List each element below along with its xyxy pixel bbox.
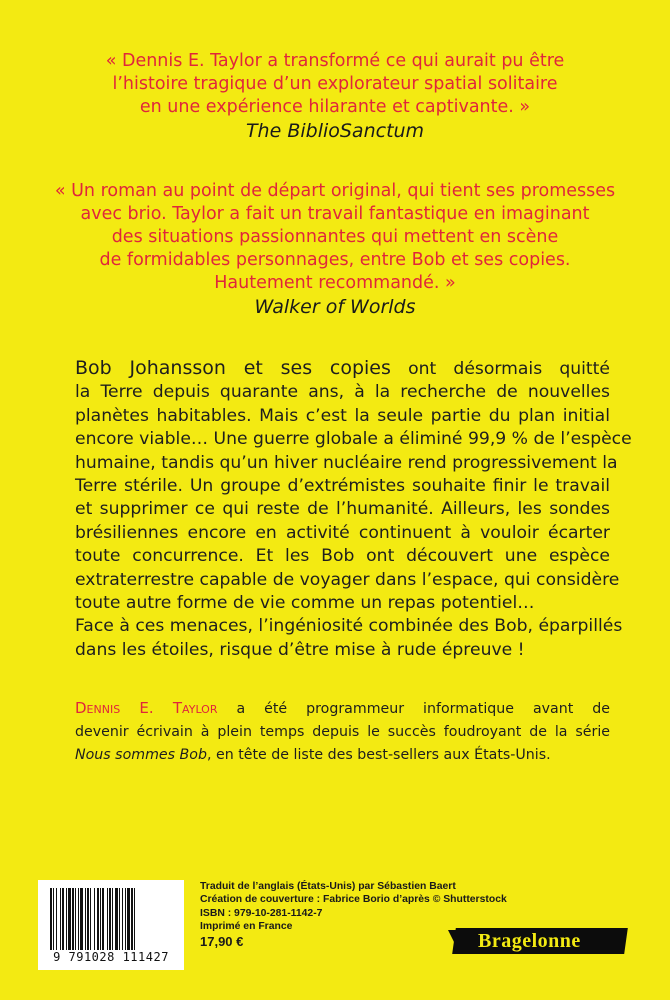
back-cover-blurb <box>75 357 632 662</box>
blurb-line: encore viable… Une guerre globale a éliminé 99,9 % de l’espèce <box>75 429 632 450</box>
quote-walker-of-worlds <box>0 180 670 320</box>
blurb-line-rest: ont désormais quitté <box>390 359 610 379</box>
bio-line <box>75 744 610 767</box>
quote-line: avec brio. Taylor a fait un travail fantastique en imaginant <box>80 204 590 224</box>
blurb-line <box>75 357 610 381</box>
quote-line: en une expérience hilarante et captivante. » <box>139 97 531 117</box>
barcode-digits: 9 791028 111427 <box>53 950 169 964</box>
blurb-line: Face à ces menaces, l’ingéniosité combinée des Bob, éparpillés <box>75 616 623 637</box>
blurb-line: extraterrestre capable de voyager dans l’espace, qui considère <box>75 569 620 590</box>
cover-credit: Création de couverture : Fabrice Borio d’après © Shutterstock <box>200 894 507 906</box>
publisher-logo <box>448 924 626 958</box>
quote-line: de formidables personnages, entre Bob et ses copies. <box>99 250 571 270</box>
barcode <box>38 880 184 970</box>
blurb-line: la Terre depuis quarante ans, à la recherche de nouvelles <box>75 382 610 403</box>
blurb-line: planètes habitables. Mais c’est la seule partie du plan initial <box>75 405 610 426</box>
quote-line: Hautement recommandé. » <box>214 273 456 293</box>
publisher-name: Bragelonne <box>478 930 581 952</box>
series-title: Nous sommes Bob <box>75 747 207 763</box>
blurb-line: brésiliennes encore en activité continuent à vouloir écarter <box>75 522 610 543</box>
quote-source: Walker of Worlds <box>254 296 416 318</box>
bio-line-rest: , en tête de liste des best-sellers aux États-Unis. <box>206 747 551 763</box>
bio-line: devenir écrivain à plein temps depuis le succès foudroyant de la série <box>75 724 610 740</box>
quote-line: l’histoire tragique d’un explorateur spatial solitaire <box>112 74 558 94</box>
author-bio <box>75 697 610 767</box>
blurb-line: Terre stérile. Un groupe d’extrémistes souhaite finir le travail <box>75 476 610 497</box>
blurb-line: toute concurrence. Et les Bob ont découvert une espèce <box>75 546 610 567</box>
printed-in: Imprimé en France <box>200 921 293 933</box>
blurb-line: humaine, tandis qu’un hiver nucléaire rend progressivement la <box>75 452 618 473</box>
quote-source: The BiblioSanctum <box>245 120 425 142</box>
blurb-line: et supprimer ce qui reste de l’humanité. Ailleurs, les sondes <box>75 499 610 520</box>
author-name: Dennis E. Taylor <box>75 699 218 717</box>
logo-wing-icon <box>448 924 478 958</box>
quote-line: des situations passionnantes qui mettent en scène <box>111 227 559 247</box>
barcode-bars <box>50 888 172 950</box>
quote-line: « Un roman au point de départ original, qui tient ses promesses <box>54 181 616 201</box>
translation-credit: Traduit de l’anglais (États-Unis) par Sébastien Baert <box>200 881 456 892</box>
price: 17,90 € <box>200 933 244 949</box>
quote-biblio-sanctum <box>0 50 670 144</box>
isbn: ISBN : 979-10-281-1142-7 <box>200 907 323 919</box>
bio-line <box>75 697 610 721</box>
blurb-line: dans les étoiles, risque d’être mise à rude épreuve ! <box>75 639 525 660</box>
blurb-line: toute autre forme de vie comme un repas potentiel… <box>75 593 535 614</box>
bio-line-rest: a été programmeur informatique avant de <box>217 701 611 717</box>
blurb-lead: Bob Johansson et ses copies <box>75 357 391 379</box>
quote-line: « Dennis E. Taylor a transformé ce qui aurait pu être <box>105 51 565 71</box>
